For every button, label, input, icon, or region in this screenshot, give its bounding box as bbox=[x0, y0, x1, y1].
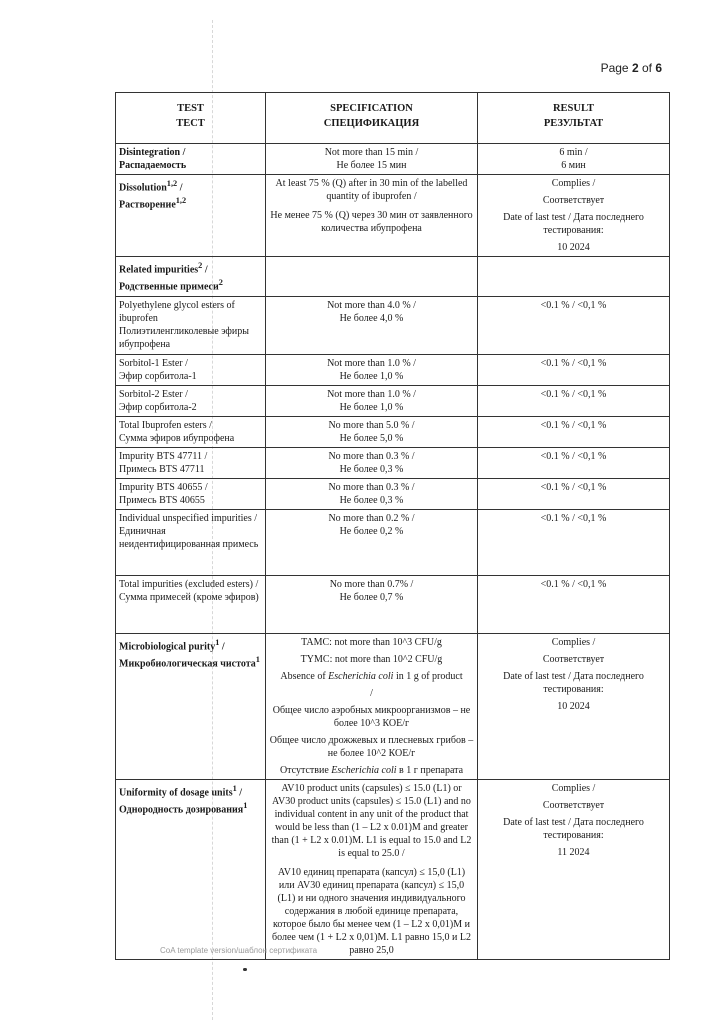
table-row bbox=[116, 257, 670, 297]
spec-cell: AV10 product units (capsules) ≤ 15.0 (L1) or AV30 product units (capsules) ≤ 15.0 (L1) and no individual content in any unit of the product that would be less than (1 – L2 x 0.01)M and greater than (1 + L2 x 0.01)M. L1 is equal to 15.0 and L2 is equal to 25.0 / AV10 единиц препарата (капсул) ≤ 15,0 (L1) или AV30 единиц препарата (капсул) ≤ 15,0 (L1) и ни одного значения индивидуального содержания в любой единице препарата, которое было бы менее чем (1 – L2 x 0,01)M и более чем (1 + L2 x 0,01)M. L1 равно 15,0 и L2 равно 25,0 bbox=[266, 779, 478, 959]
spec-cell: No more than 0.3 % / Не более 0,3 % bbox=[266, 478, 478, 509]
test-cell: Total impurities (excluded esters) / Сумма примесей (кроме эфиров) bbox=[116, 575, 266, 633]
test-cell: Uniformity of dosage units$^1$ / Однородность дозирования$^1$ bbox=[116, 779, 266, 959]
spec-cell: TAMC: not more than 10^3 CFU/g TYMC: not more than 10^2 CFU/g Absence of Escherichia coli in 1 g of product / Общее число аэробных микроорганизмов – не более 10^3 КОЕ/г Общее число дрожжевых и плесневых грибов – не более 10^2 КОЕ/г Отсутствие Escherichia coli в 1 г препарата bbox=[266, 633, 478, 779]
result-cell: <0.1 % / <0,1 % bbox=[478, 354, 670, 385]
test-cell: Sorbitol-2 Ester / Эфир сорбитола-2 bbox=[116, 385, 266, 416]
test-cell: Polyethylene glycol esters of ibuprofen Полиэтиленгликолевые эфиры ибупрофена bbox=[116, 296, 266, 354]
test-cell: Impurity BTS 47711 / Примесь BTS 47711 bbox=[116, 447, 266, 478]
table-row bbox=[116, 633, 670, 779]
spec-cell: No more than 5.0 % / Не более 5,0 % bbox=[266, 416, 478, 447]
result-cell: <0.1 % / <0,1 % bbox=[478, 509, 670, 575]
spec-cell: Not more than 1.0 % / Не более 1,0 % bbox=[266, 385, 478, 416]
test-cell: Microbiological purity$^1$ / Микробиологическая чистота$^1$ bbox=[116, 633, 266, 779]
spec-cell: Not more than 1.0 % / Не более 1,0 % bbox=[266, 354, 478, 385]
result-cell: <0.1 % / <0,1 % bbox=[478, 296, 670, 354]
header-test: TEST ТЕСТ bbox=[116, 93, 266, 144]
result-cell: Complies / Соответствует Date of last test / Дата последнего тестирования: 11 2024 bbox=[478, 779, 670, 959]
table-row bbox=[116, 296, 670, 354]
header-row bbox=[116, 93, 670, 144]
table-row bbox=[116, 575, 670, 633]
test-cell: Related impurities$^2$ / Родственные примеси$^2$ bbox=[116, 257, 266, 297]
result-cell: <0.1 % / <0,1 % bbox=[478, 447, 670, 478]
test-cell: Impurity BTS 40655 / Примесь BTS 40655 bbox=[116, 478, 266, 509]
spec-cell: No more than 0.2 % / Не более 0,2 % bbox=[266, 509, 478, 575]
table-row bbox=[116, 416, 670, 447]
result-cell: <0.1 % / <0,1 % bbox=[478, 416, 670, 447]
result-cell bbox=[478, 257, 670, 297]
spec-cell bbox=[266, 257, 478, 297]
spec-cell: Not more than 15 min / Не более 15 мин bbox=[266, 144, 478, 175]
table-row bbox=[116, 478, 670, 509]
test-cell: Dissolution$^{1,2}$ / Растворение$^{1,2}$ bbox=[116, 175, 266, 257]
table-row bbox=[116, 175, 670, 257]
table-row bbox=[116, 779, 670, 959]
result-cell: <0.1 % / <0,1 % bbox=[478, 478, 670, 509]
footer-template-version: CoA template version/шаблон сертификата bbox=[160, 946, 318, 955]
scan-mark bbox=[243, 968, 247, 971]
header-specification: SPECIFICATION СПЕЦИФИКАЦИЯ bbox=[266, 93, 478, 144]
spec-cell: Not more than 4.0 % / Не более 4,0 % bbox=[266, 296, 478, 354]
result-cell: Complies / Соответствует Date of last test / Дата последнего тестирования: 10 2024 bbox=[478, 633, 670, 779]
test-cell: Individual unspecified impurities / Единичная неидентифицированная примесь bbox=[116, 509, 266, 575]
spec-cell: No more than 0.3 % / Не более 0,3 % bbox=[266, 447, 478, 478]
spec-cell: No more than 0.7% / Не более 0,7 % bbox=[266, 575, 478, 633]
table-row bbox=[116, 447, 670, 478]
table-row bbox=[116, 144, 670, 175]
test-cell: Total Ibuprofen esters / Сумма эфиров ибупрофена bbox=[116, 416, 266, 447]
header-result: RESULT РЕЗУЛЬТАТ bbox=[478, 93, 670, 144]
result-cell: <0.1 % / <0,1 % bbox=[478, 575, 670, 633]
test-cell: Sorbitol-1 Ester / Эфир сорбитола-1 bbox=[116, 354, 266, 385]
result-cell: <0.1 % / <0,1 % bbox=[478, 385, 670, 416]
table-row bbox=[116, 385, 670, 416]
page-number: Page 2 of 6 bbox=[600, 61, 662, 75]
table-row bbox=[116, 354, 670, 385]
result-cell: Complies / Соответствует Date of last test / Дата последнего тестирования: 10 2024 bbox=[478, 175, 670, 257]
table-row bbox=[116, 509, 670, 575]
spec-cell: At least 75 % (Q) after in 30 min of the labelled quantity of ibuprofen / Не менее 75 % (Q) через 30 мин от заявленного количества ибупрофена bbox=[266, 175, 478, 257]
specification-table bbox=[115, 92, 670, 960]
result-cell: 6 min / 6 мин bbox=[478, 144, 670, 175]
test-cell: Disintegration / Распадаемость bbox=[116, 144, 266, 175]
